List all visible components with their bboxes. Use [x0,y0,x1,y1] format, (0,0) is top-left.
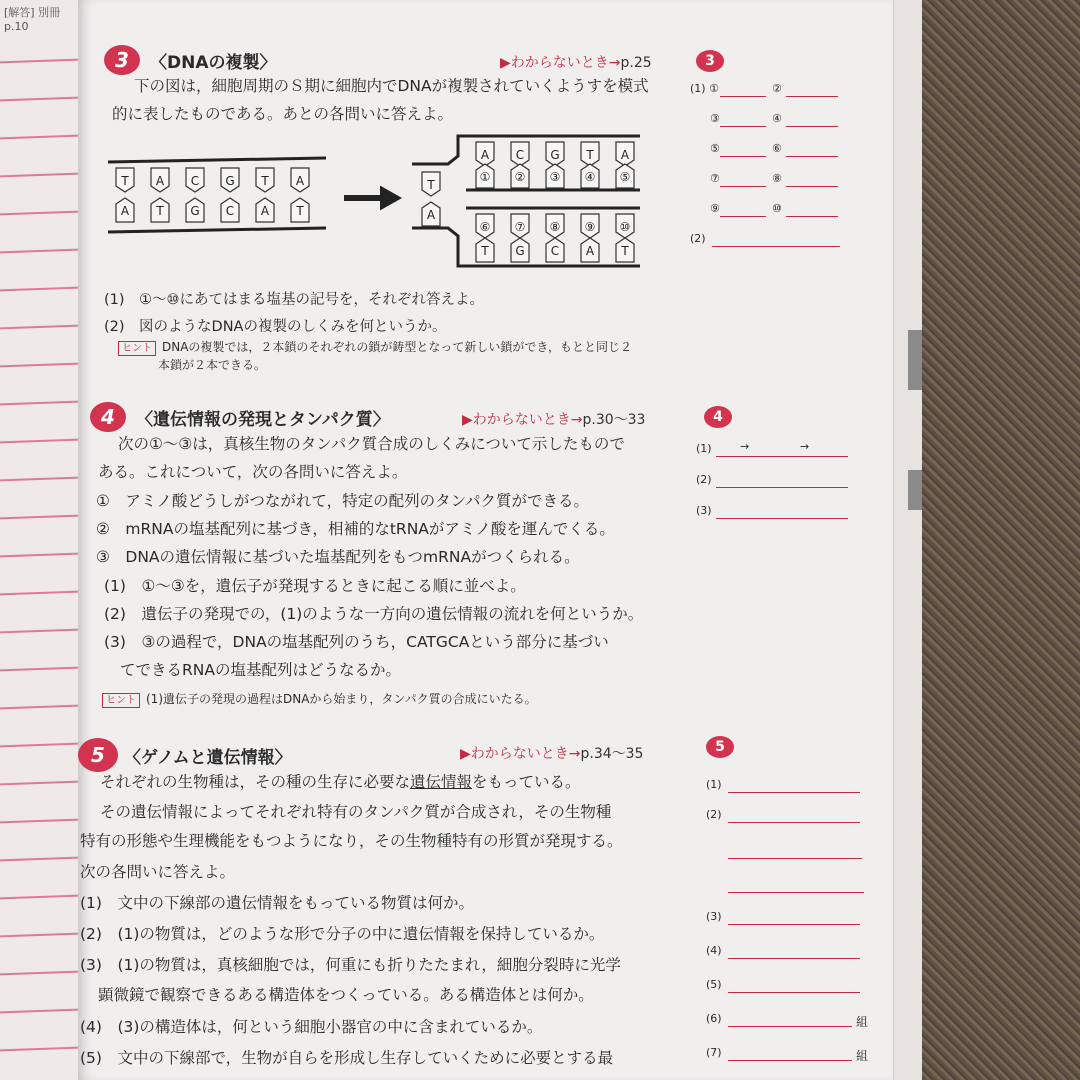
answer-3-label: ⑧ [772,172,782,185]
answer-5-badge: 5 [706,736,734,758]
ruled-line [0,135,78,140]
base-label: T [121,174,129,188]
dna-replication-diagram [100,128,660,278]
section-4-item-2: ② mRNAの塩基配列に基づき，相補的なtRNAがアミノ酸を運んでくる。 [96,520,615,538]
answer-3-line[interactable] [786,126,838,127]
answer-3-label: ④ [772,112,782,125]
base-label: T [296,204,304,218]
underlined-term: 遺伝情報 [410,773,473,791]
section-5-question-3-line1: (3) (1)の物質は，真核細胞では，何重にも折りたたまれ，細胞分裂時に光学 [80,956,621,974]
answer-3-badge: 3 [696,50,724,72]
base-label: ⑤ [619,170,631,184]
section-5-question-4: (4) (3)の構造体は，何という細胞小器官の中に含まれているか。 [80,1018,543,1036]
answer-5-line[interactable] [728,858,862,859]
answer-5-label: (5) [706,978,722,991]
ruled-line [0,1047,78,1052]
answer-5-line[interactable] [728,924,860,925]
section-5-badge: 5 [78,738,118,772]
answer-4-line-2[interactable] [716,487,848,488]
answer-3-label: ⑥ [772,142,782,155]
base-label: A [120,204,130,218]
section-5-paragraph-2-line3: 次の各問いに答えよ。 [80,863,236,881]
base-label: C [550,244,560,258]
base-label: A [620,148,630,162]
base-label: C [190,174,200,188]
base-label: ② [514,170,526,184]
base-label: T [621,244,629,258]
section-4-question-1: (1) ①～③を，遺伝子が発現するときに起こる順に並べよ。 [104,577,526,595]
section-5-paragraph-2-line2: 特有の形態や生理機能をもつようになり，その生物種特有の形質が発現する。 [80,832,623,850]
section-4-question-3-line2: てできるRNAの塩基配列はどうなるか。 [120,661,401,679]
base-label: ① [479,170,491,184]
answer-3-line[interactable] [720,96,766,97]
base-label: ⑨ [584,220,596,234]
answer-5-label: (6) [706,1012,722,1025]
arrow-icon [346,189,398,207]
base-label: C [515,148,525,162]
base-label: C [225,204,235,218]
base-label: ⑩ [619,220,631,234]
ruled-line [0,895,78,900]
section-4-item-1: ① アミノ酸どうしがつながれて，特定の配列のタンパク質ができる。 [96,492,590,510]
ruled-line [0,211,78,216]
answer-3-line[interactable] [712,246,840,247]
answer-5-line[interactable] [728,892,864,893]
base-label: ⑧ [549,220,561,234]
section-4-intro-line1: 次の①～③は，真核生物のタンパク質合成のしくみについて示したもので [118,435,625,453]
answer-3-line[interactable] [786,216,838,217]
ruled-line [0,287,78,292]
hint-label: ヒント [102,693,140,708]
ruled-line [0,857,78,862]
section-4-title: 〈遺伝情報の発現とタンパク質〉 [136,410,390,430]
edge-marker [908,470,922,510]
answer-4-label-2: (2) [696,473,712,486]
ruled-line [0,173,78,178]
answer-5-label: (7) [706,1046,722,1059]
ruled-line [0,59,78,64]
answer-4-badge: 4 [704,406,732,428]
answer-4-label-1: (1) [696,442,712,455]
base-label: ③ [549,170,561,184]
ruled-line [0,515,78,520]
base-label: G [515,244,525,258]
ruled-line [0,667,78,672]
ruled-line [0,933,78,938]
base-label: A [260,204,270,218]
section-4-hint: ヒント (1)遺伝子の発現の過程はDNAから始まり，タンパク質の合成にいたる。 [102,690,537,708]
base-label: ⑥ [479,220,491,234]
base-label: T [481,244,489,258]
answer-4-line-1[interactable] [716,456,848,457]
ruled-line [0,705,78,710]
section-5-reference: ▶わからないとき→p.34～35 [460,746,644,762]
base-label: A [295,174,305,188]
answer-3-line[interactable] [786,156,838,157]
answer-5-unit: 組 [856,1049,869,1063]
backbone-strand [108,158,326,162]
answer-5-label: (4) [706,944,722,957]
page-edge [893,0,922,1080]
section-3-question-1: (1) ①～⑩にあてはまる塩基の記号を，それぞれ答えよ。 [104,292,485,308]
backbone-strand [108,228,326,232]
section-5-question-5: (5) 文中の下線部で，生物が自らを形成し生存していくために必要とする最 [80,1049,614,1067]
ruled-line [0,629,78,634]
ruled-line [0,743,78,748]
answer-reference-tab: [解答] 別冊 p.10 [4,6,61,33]
answer-3-label: ⑨ [710,202,720,215]
answer-3-label: (2) [690,232,706,245]
answer-5-label: (3) [706,910,722,923]
ruled-line [0,477,78,482]
answer-3-line[interactable] [720,156,766,157]
table-background [912,0,1080,1080]
base-label: ⑦ [514,220,526,234]
answer-3-label: ⑦ [710,172,720,185]
ruled-line [0,363,78,368]
base-label: G [190,204,200,218]
answer-5-label: (2) [706,808,722,821]
section-5-question-1: (1) 文中の下線部の遺伝情報をもっている物質は何か。 [80,894,474,912]
ruled-line [0,781,78,786]
section-5-title: 〈ゲノムと遺伝情報〉 [124,748,292,768]
ruled-line [0,971,78,976]
answer-5-unit: 組 [856,1015,869,1029]
answer-4-line-3[interactable] [716,518,848,519]
section-3-hint: ヒント DNAの複製では，２本鎖のそれぞれの鎖が鋳型となって新しい鎖ができ，もとと同じ２ 本鎖が２本できる。 [118,338,632,374]
section-3-intro-line1: 下の図は，細胞周期のＳ期に細胞内でDNAが複製されていくようすを模式 [134,77,649,95]
section-5-paragraph-2-line1: その遺伝情報によってそれぞれ特有のタンパク質が合成され，その生物種 [100,803,612,821]
answer-4-arrow-1: → [740,440,750,453]
answer-5-label: (1) [706,778,722,791]
section-5-question-2: (2) (1)の物質は，どのような形で分子の中に遺伝情報を保持しているか。 [80,925,605,943]
answer-4-arrow-2: → [800,440,810,453]
ruled-line [0,591,78,596]
section-3-badge: 3 [104,45,140,75]
base-label: G [225,174,235,188]
answer-3-line[interactable] [720,216,766,217]
section-5-paragraph-1: それぞれの生物種は，その種の生存に必要な遺伝情報をもっている。 [100,773,581,791]
answer-3-label: ② [772,82,782,95]
base-label: G [550,148,560,162]
ruled-line [0,1009,78,1014]
ruled-line [0,97,78,102]
ruled-line [0,325,78,330]
ruled-line [0,401,78,406]
answer-3-label: ⑩ [772,202,782,215]
base-label: T [427,178,435,192]
edge-marker [908,330,922,390]
answer-3-line[interactable] [720,126,766,127]
answer-3-label: ③ [710,112,720,125]
section-3-title: 〈DNAの複製〉 [150,53,277,73]
section-4-item-3: ③ DNAの遺伝情報に基づいた塩基配列をもつmRNAがつくられる。 [96,548,580,566]
base-label: T [261,174,269,188]
answer-5-line[interactable] [728,992,860,993]
base-label: A [480,148,490,162]
section-4-question-2: (2) 遺伝子の発現での，(1)のような一方向の遺伝情報の流れを何というか。 [104,605,644,623]
answer-3-line[interactable] [786,186,838,187]
ruled-line [0,553,78,558]
answer-5-line[interactable] [728,1060,852,1061]
base-label: A [585,244,595,258]
base-label: T [156,204,164,218]
section-4-intro-line2: ある。これについて，次の各問いに答えよ。 [98,463,408,481]
section-4-badge: 4 [90,402,126,432]
answer-4-label-3: (3) [696,504,712,517]
base-label: A [426,208,436,222]
hint-label: ヒント [118,341,156,356]
answer-5-line[interactable] [728,822,860,823]
section-5-question-3-line2: 顕微鏡で観察できるある構造体をつくっている。ある構造体とは何か。 [98,986,594,1004]
answer-5-line[interactable] [728,958,860,959]
answer-5-line[interactable] [728,792,860,793]
answer-3-line[interactable] [786,96,838,97]
section-3-intro-line2: 的に表したものである。あとの各問いに答えよ。 [112,105,454,123]
ruled-line [0,249,78,254]
answer-3-label: (1) ① [690,82,719,95]
ruled-line [0,439,78,444]
section-3-reference: ▶わからないとき→p.25 [500,55,652,71]
previous-page-strip [0,0,80,1080]
answer-3-label: ⑤ [710,142,720,155]
base-label: A [155,174,165,188]
answer-3-line[interactable] [720,186,766,187]
section-3-question-2: (2) 図のようなDNAの複製のしくみを何というか。 [104,319,447,335]
section-4-reference: ▶わからないとき→p.30～33 [462,412,646,428]
base-label: ④ [584,170,596,184]
base-label: T [586,148,594,162]
ruled-line [0,819,78,824]
section-4-question-3-line1: (3) ③の過程で，DNAの塩基配列のうち，CATGCAという部分に基づい [104,633,609,651]
answer-5-line[interactable] [728,1026,852,1027]
